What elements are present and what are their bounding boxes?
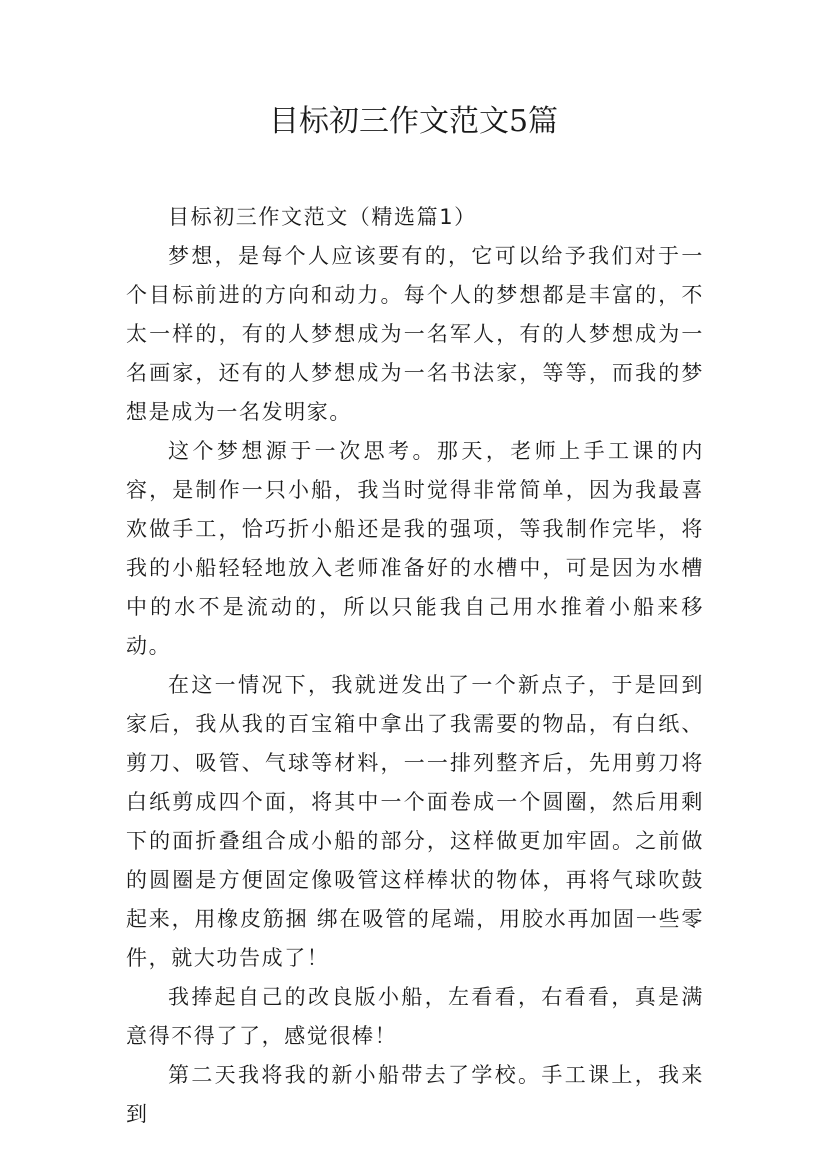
paragraph: 这个梦想源于一次思考。那天，老师上手工课的内容，是制作一只小船，我当时觉得非常简单，因为我最喜欢做手工，恰巧折小船还是我的强项，等我制作完毕，将我的小船轻轻地放入老师准备好的水槽中，可是因为水槽中的水不是流动的，所以只能我自己用水推着小船来移动。 xyxy=(126,439,704,658)
document-body xyxy=(126,198,704,1134)
paragraph: 我捧起自己的改良版小船，左看看，右看看，真是满意得不得了了，感觉很棒！ xyxy=(126,985,704,1048)
document-title: 目标初三作文范文5篇 xyxy=(268,104,559,139)
paragraph: 在这一情况下，我就迸发出了一个新点子，于是回到家后，我从我的百宝箱中拿出了我需要的物品，有白纸、剪刀、吸管、气球等材料，一一排列整齐后，先用剪刀将白纸剪成四个面，将其中一个面卷成一个圆圈，然后用剩下的面折叠组合成小船的部分，这样做更加牢固。之前做的圆圈是方便固定像吸管这样棒状的物体，再将气球吹鼓起来，用橡皮筋捆 绑在吸管的尾端，用胶水再加固一些零件，就大功告成了！ xyxy=(126,673,704,970)
paragraph: 第二天我将我的新小船带去了学校。手工课上，我来到 xyxy=(126,1063,704,1126)
section-heading: 目标初三作文范文（精选篇1） xyxy=(168,205,477,229)
paragraph: 梦想，是每个人应该要有的，它可以给予我们对于一个目标前进的方向和动力。每个人的梦想都是丰富的，不太一样的，有的人梦想成为一名军人，有的人梦想成为一名画家，还有的人梦想成为一名书法家，等等，而我的梦想是成为一名发明家。 xyxy=(126,244,704,424)
